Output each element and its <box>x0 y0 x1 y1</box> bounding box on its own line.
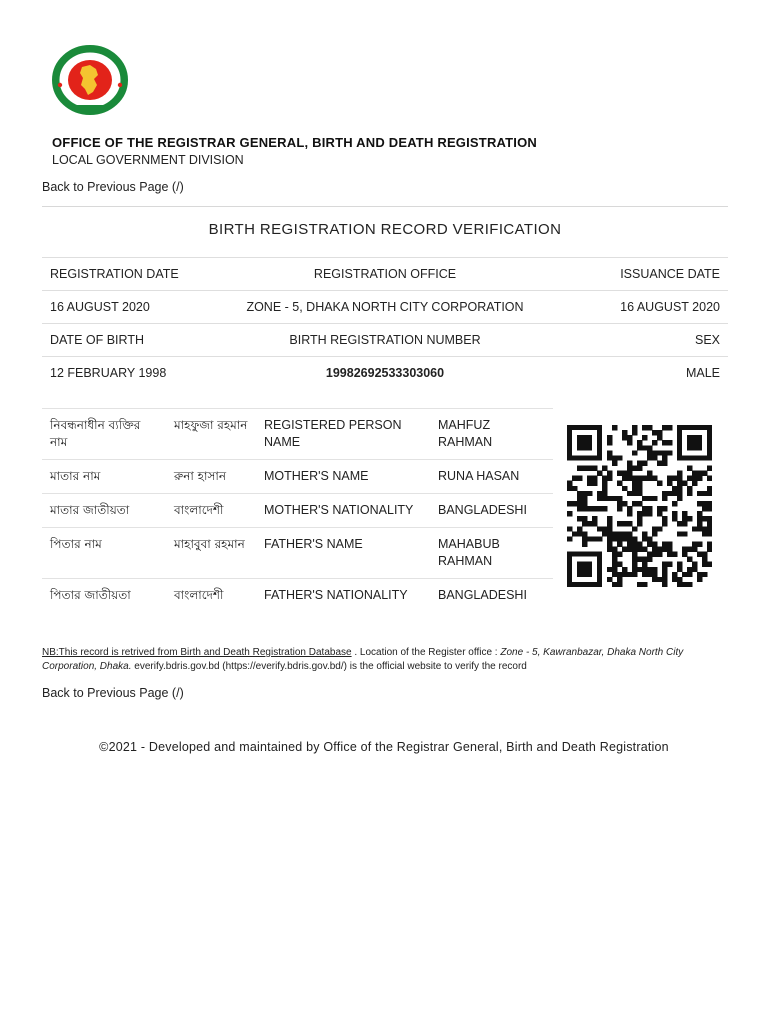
back-to-previous-page-link-bottom[interactable]: Back to Previous Page (/) <box>42 686 184 700</box>
table-row <box>42 528 553 579</box>
en-value: BANGLADESHI <box>430 494 553 528</box>
table-row <box>42 494 553 528</box>
record-header-row-2 <box>42 323 728 356</box>
bn-value: বাংলাদেশী <box>166 494 256 528</box>
bn-value: মাহাবুবা রহমান <box>166 528 256 579</box>
note-location: Zone - 5, Kawranbazar, Dhaka North City Corporation, Dhaka. <box>42 647 684 672</box>
en-value: RUNA HASAN <box>430 460 553 494</box>
en-label: MOTHER'S NAME <box>256 460 430 494</box>
back-to-previous-page-link[interactable]: Back to Previous Page (/) <box>42 180 184 194</box>
en-label: MOTHER'S NATIONALITY <box>256 494 430 528</box>
birth-registration-number-label: BIRTH REGISTRATION NUMBER <box>289 333 481 347</box>
office-title: OFFICE OF THE REGISTRAR GENERAL, BIRTH AND DEATH REGISTRATION <box>52 135 538 150</box>
bn-value: বাংলাদেশী <box>174 588 224 602</box>
table-row <box>42 409 553 460</box>
divider <box>42 206 728 207</box>
registration-office-label: REGISTRATION OFFICE <box>313 267 457 281</box>
record-source-note <box>42 646 732 674</box>
sex-label: SEX <box>694 333 720 347</box>
birth-registration-number-value: 19982692533303060 <box>325 366 445 380</box>
table-row <box>42 579 553 613</box>
government-emblem-logo <box>52 45 128 115</box>
note-database-link[interactable]: NB:This record is retrived from Birth and Death Registration Database <box>42 647 352 658</box>
record-value-row-1 <box>42 290 728 323</box>
bn-label: মাতার নাম <box>42 460 166 494</box>
bn-value: রুনা হাসান <box>166 460 256 494</box>
bn-label: পিতার জাতীয়তা <box>50 588 131 602</box>
en-label: REGISTERED PERSON NAME <box>256 409 430 460</box>
registration-office-value: ZONE - 5, DHAKA NORTH CITY CORPORATION <box>246 300 524 314</box>
page-heading: BIRTH REGISTRATION RECORD VERIFICATION <box>208 221 562 238</box>
bn-label: নিবন্ধনাধীন ব্যক্তির নাম <box>42 409 166 460</box>
note-website: everify.bdris.gov.bd (https://everify.bdris.gov.bd/) is the official website to verify the record <box>131 661 527 672</box>
date-of-birth-label: DATE OF BIRTH <box>50 333 144 347</box>
qr-code-image <box>567 425 712 587</box>
bn-label: পিতার নাম <box>42 528 166 579</box>
en-label: FATHER'S NAME <box>256 528 430 579</box>
table-row <box>42 460 553 494</box>
en-value: MAHABUB RAHMAN <box>430 528 553 579</box>
registration-date-label: REGISTRATION DATE <box>50 267 179 281</box>
en-value: MAHFUZ RAHMAN <box>430 409 553 460</box>
person-details-table <box>42 408 553 612</box>
record-value-row-2 <box>42 356 728 389</box>
registration-date-value: 16 AUGUST 2020 <box>50 300 150 314</box>
issuance-date-label: ISSUANCE DATE <box>620 267 720 281</box>
en-label: FATHER'S NATIONALITY <box>264 588 408 602</box>
date-of-birth-value: 12 FEBRUARY 1998 <box>50 366 167 380</box>
bn-label: মাতার জাতীয়তা <box>42 494 166 528</box>
office-subtitle: LOCAL GOVERNMENT DIVISION <box>52 153 244 167</box>
footer-copyright: ©2021 - Developed and maintained by Office of the Registrar General, Birth and Death Registration <box>99 740 669 754</box>
note-location-prefix: . Location of the Register office : <box>351 647 501 658</box>
record-header-row-1 <box>42 257 728 290</box>
bn-value: মাহফুজা রহমান <box>166 409 256 460</box>
issuance-date-value: 16 AUGUST 2020 <box>620 300 720 314</box>
sex-value: MALE <box>685 366 720 380</box>
en-value: BANGLADESHI <box>438 588 527 602</box>
